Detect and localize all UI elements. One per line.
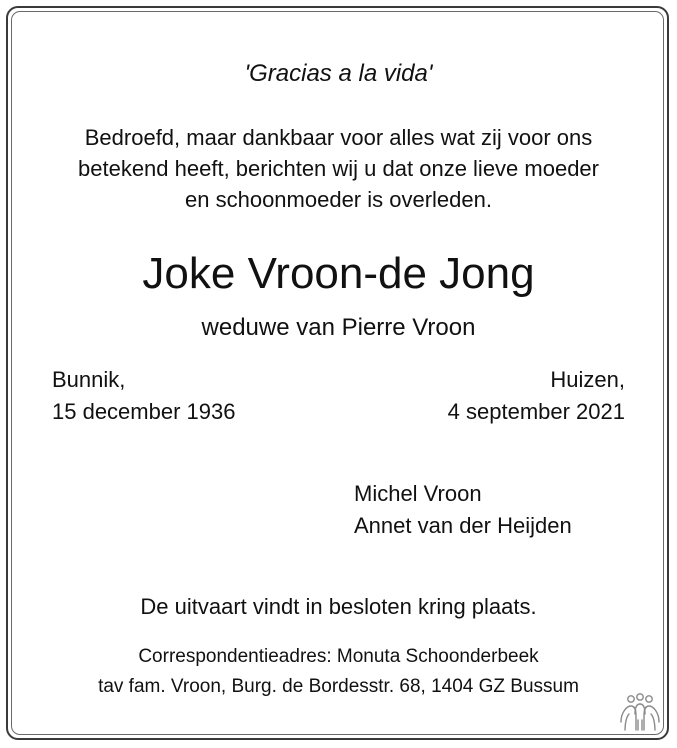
intro-line: Bedroefd, maar dankbaar voor alles wat zij voor ons	[84, 125, 593, 150]
family-names	[354, 478, 572, 542]
death-place: Huizen,	[550, 367, 625, 392]
birth-place: Bunnik,	[52, 367, 126, 392]
deceased-name: Joke Vroon-de Jong	[142, 249, 535, 298]
funeral-note: De uitvaart vindt in besloten kring plaats.	[140, 594, 537, 619]
address-line: tav fam. Vroon, Burg. de Bordesstr. 68, 1404 GZ Bussum	[98, 676, 579, 697]
family-member: Annet van der Heijden	[354, 513, 572, 538]
family-member: Michel Vroon	[354, 481, 482, 506]
intro-text	[0, 122, 677, 215]
intro-line: en schoonmoeder is overleden.	[185, 187, 492, 212]
birth-date: 15 december 1936	[52, 399, 236, 424]
birth-info	[52, 364, 235, 428]
death-info	[448, 364, 625, 428]
death-date: 4 september 2021	[447, 399, 625, 424]
widow-of: weduwe van Pierre Vroon	[201, 314, 476, 341]
intro-line: betekend heeft, berichten wij u dat onze lieve moeder	[78, 156, 599, 181]
correspondence-address	[0, 642, 677, 702]
people-logo-icon	[617, 692, 663, 734]
motto: 'Gracias a la vida'	[244, 60, 433, 87]
address-line: Correspondentieadres: Monuta Schoonderbeek	[138, 646, 539, 667]
